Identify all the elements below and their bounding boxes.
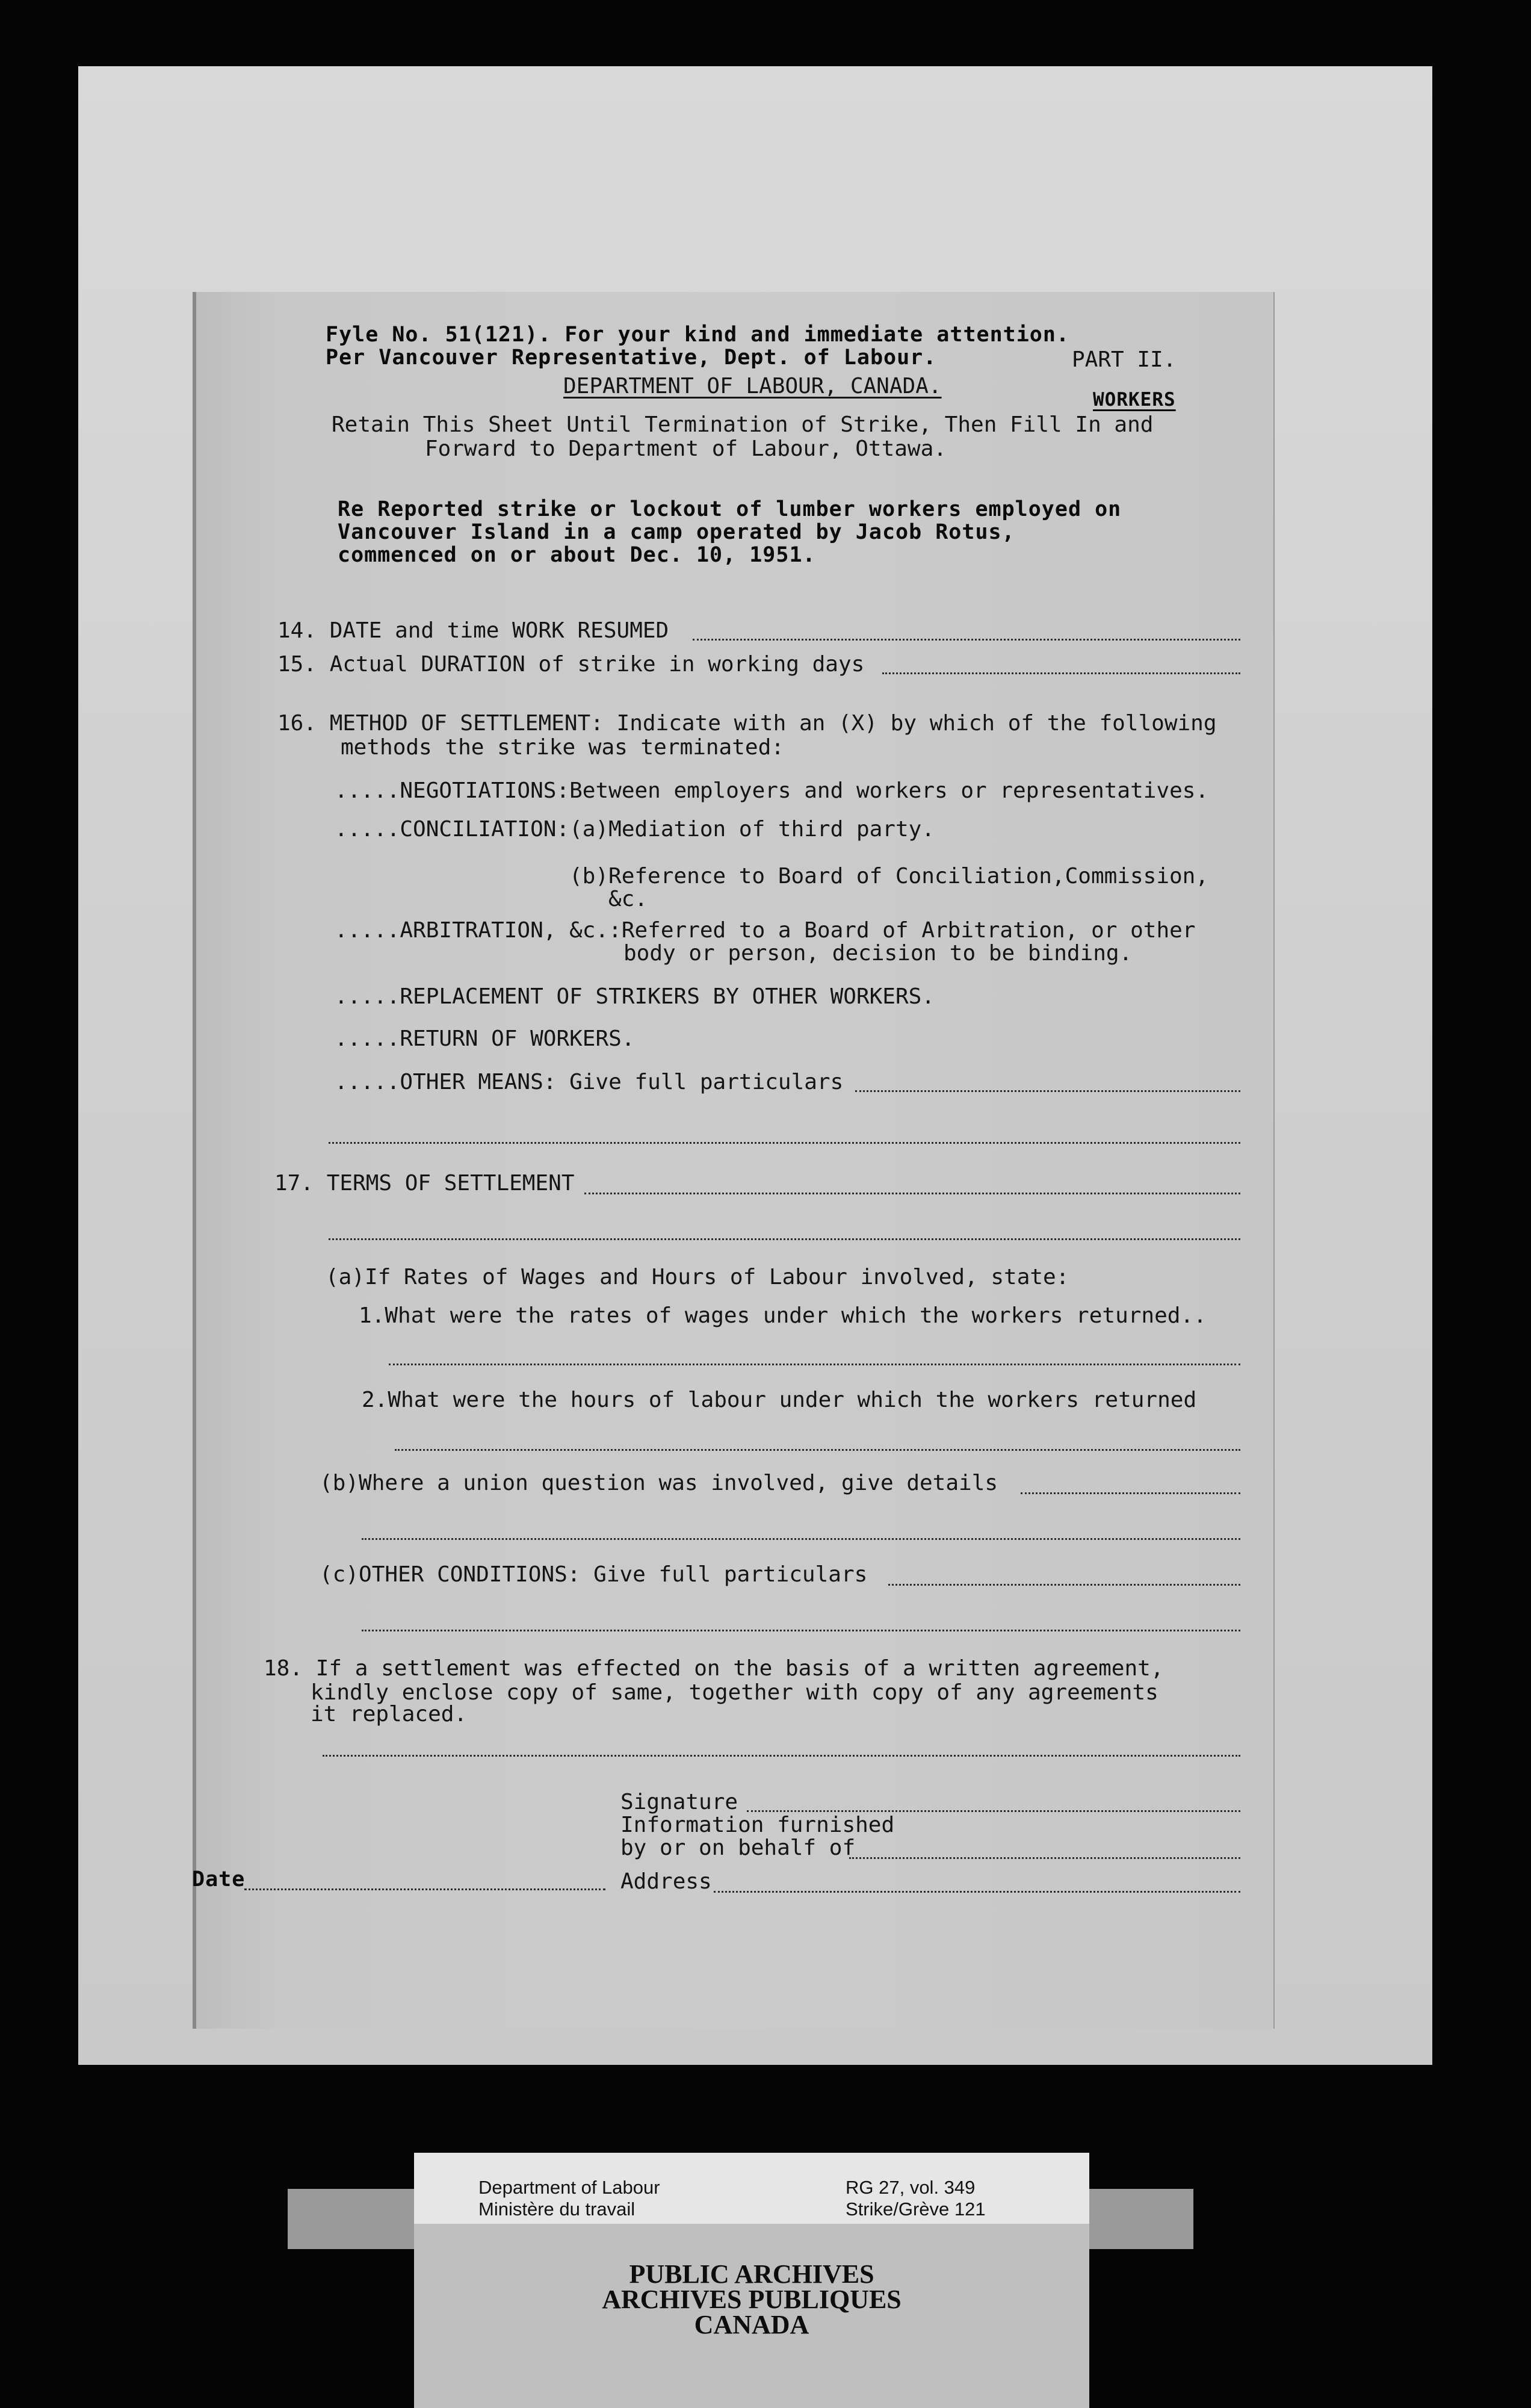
- address-fill-line: [714, 1891, 1240, 1893]
- method-return: .....RETURN OF WORKERS.: [335, 1026, 635, 1051]
- signature-label: Signature: [620, 1790, 738, 1814]
- method-other: .....OTHER MEANS: Give full particulars: [335, 1070, 844, 1094]
- q17b-fill-line: [1021, 1492, 1240, 1494]
- fyle-line: Fyle No. 51(121). For your kind and immediate attention.: [326, 323, 1070, 347]
- re-line-3: commenced on or about Dec. 10, 1951.: [338, 543, 816, 567]
- q17a1-label: 1.What were the rates of wages under which the workers returned..: [359, 1303, 1207, 1328]
- q14-fill-line: [693, 639, 1240, 641]
- q17-fill-line: [584, 1193, 1240, 1194]
- stamp-public-archives: PUBLIC ARCHIVES: [629, 2259, 874, 2289]
- q15-fill-line: [882, 672, 1240, 674]
- q17a1-fill-line: [389, 1364, 1240, 1365]
- method-negotiations: .....NEGOTIATIONS:Between employers and workers or representatives.: [335, 778, 1209, 803]
- q14-label: 14. DATE and time WORK RESUMED: [277, 618, 669, 643]
- q17c-fill-line-2: [362, 1630, 1240, 1631]
- retain-line-1: Retain This Sheet Until Termination of Strike, Then Fill In and: [332, 412, 1154, 437]
- re-line-1: Re Reported strike or lockout of lumber workers employed on: [338, 497, 1122, 521]
- method-conciliation-b-cont: &c.: [608, 887, 648, 911]
- behalf-fill-line: [849, 1857, 1240, 1859]
- department-title: DEPARTMENT OF LABOUR, CANADA.: [563, 374, 942, 399]
- retain-line-2: Forward to Department of Labour, Ottawa.: [425, 436, 947, 461]
- method-replacement: .....REPLACEMENT OF STRIKERS BY OTHER WORKERS.: [335, 984, 935, 1009]
- q18-line-1: 18. If a settlement was effected on the basis of a written agreement,: [264, 1656, 1164, 1681]
- date-fill-line: [244, 1888, 605, 1890]
- q15-label: 15. Actual DURATION of strike in working days: [277, 652, 865, 677]
- label-dept-en: Department of Labour: [478, 2177, 660, 2198]
- q16-line-2: methods the strike was terminated:: [341, 735, 784, 760]
- per-line: Per Vancouver Representative, Dept. of Labour.: [326, 346, 937, 370]
- q17b-label: (b)Where a union question was involved, give details: [320, 1471, 998, 1495]
- re-line-2: Vancouver Island in a camp operated by Jacob Rotus,: [338, 520, 1015, 544]
- info-line-2: by or on behalf of: [620, 1835, 856, 1860]
- q17b-fill-line-2: [362, 1538, 1240, 1540]
- q17-fill-line-2: [329, 1238, 1240, 1240]
- q17c-fill-line: [888, 1584, 1240, 1586]
- q16-line-1: 16. METHOD OF SETTLEMENT: Indicate with an (X) by which of the following: [277, 711, 1217, 736]
- q17a2-fill-line: [395, 1449, 1240, 1451]
- other-fill-line: [855, 1090, 1240, 1092]
- q18-line-3: it replaced.: [311, 1702, 468, 1727]
- q17a2-label: 2.What were the hours of labour under which the workers returned: [362, 1388, 1197, 1412]
- method-arbitration-cont: body or person, decision to be binding.: [623, 941, 1133, 966]
- labour-form-sheet: [193, 292, 1273, 2029]
- q17-label: 17. TERMS OF SETTLEMENT: [274, 1171, 575, 1196]
- q17c-label: (c)OTHER CONDITIONS: Give full particulars: [320, 1562, 868, 1587]
- stamp-archives-publiques: ARCHIVES PUBLIQUES: [602, 2285, 902, 2314]
- info-line-1: Information furnished: [620, 1813, 895, 1837]
- q18-fill-line: [323, 1755, 1240, 1757]
- label-strike: Strike/Grève 121: [846, 2199, 986, 2220]
- method-arbitration: .....ARBITRATION, &c.:Referred to a Board of Arbitration, or other: [335, 918, 1196, 943]
- q17a-label: (a)If Rates of Wages and Hours of Labour involved, state:: [326, 1265, 1069, 1289]
- workers-label: WORKERS: [1093, 389, 1176, 411]
- other-fill-line-2: [329, 1142, 1240, 1144]
- part-label: PART II.: [1072, 347, 1177, 372]
- method-conciliation-b: (b)Reference to Board of Conciliation,Commission,: [569, 864, 1209, 889]
- address-label: Address: [620, 1869, 712, 1894]
- signature-fill-line: [747, 1810, 1240, 1812]
- stamp-canada: CANADA: [694, 2310, 809, 2339]
- q18-line-2: kindly enclose copy of same, together with copy of any agreements: [311, 1680, 1158, 1705]
- date-label: Date: [192, 1867, 246, 1891]
- label-dept-fr: Ministère du travail: [478, 2199, 636, 2220]
- label-rg: RG 27, vol. 349: [846, 2177, 976, 2198]
- method-conciliation-a: .....CONCILIATION:(a)Mediation of third party.: [335, 817, 935, 842]
